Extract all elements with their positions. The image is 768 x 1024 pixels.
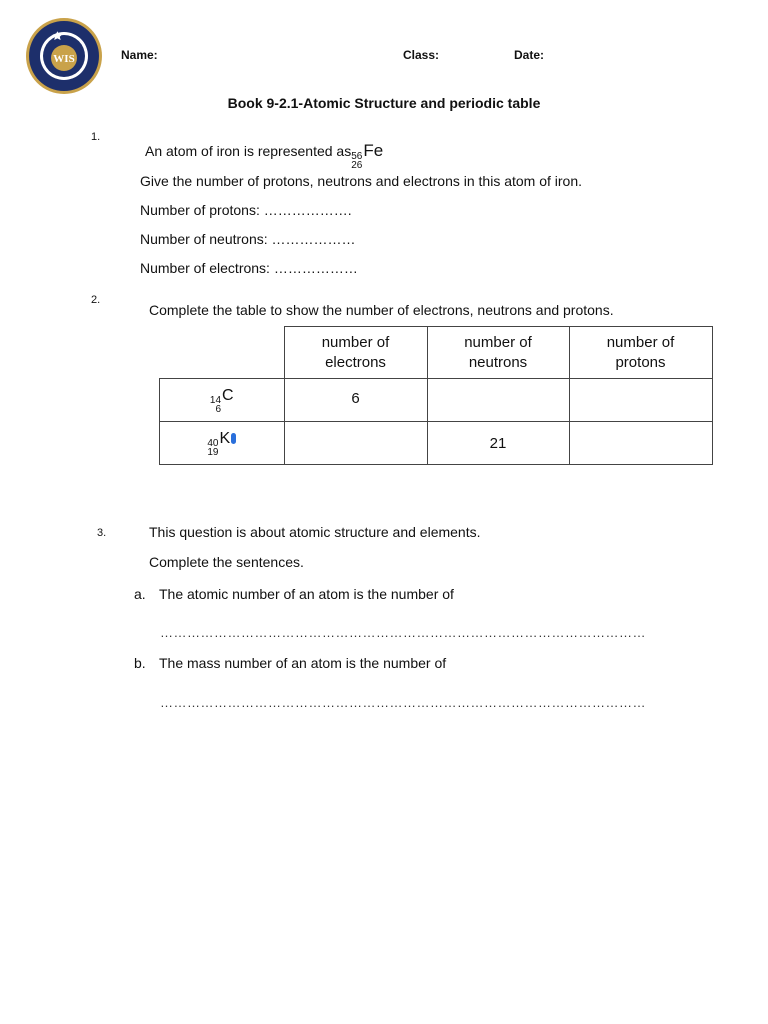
question-3-instruction: Complete the sentences.: [149, 554, 304, 570]
part-b-answer-line[interactable]: ………………………………………………………………………………………………: [160, 695, 646, 710]
potassium-protons-cell[interactable]: [569, 422, 712, 465]
carbon-protons-cell[interactable]: [569, 379, 712, 422]
school-logo: [24, 16, 104, 96]
part-a-text: The atomic number of an atom is the number of: [159, 586, 454, 602]
neutrons-header: number of neutrons: [427, 327, 569, 379]
electrons-header: number of electrons: [284, 327, 427, 379]
potassium-symbol-cell: [160, 422, 285, 465]
potassium-electrons-cell[interactable]: [284, 422, 427, 465]
iron-isotope: [351, 141, 383, 170]
page-title: Book 9-2.1-Atomic Structure and periodic table: [227, 95, 541, 111]
question-2-number: 2.: [91, 294, 101, 306]
question-3-number: 3.: [97, 527, 107, 539]
question-1-prompt: Give the number of protons, neutrons and electrons in this atom of iron.: [140, 173, 583, 189]
protons-answer-line[interactable]: Number of protons: ……………….: [140, 202, 352, 218]
question-2-prompt: Complete the table to show the number of electrons, neutrons and protons.: [149, 302, 614, 318]
part-a-label: a.: [134, 586, 146, 602]
carbon-atomic-number: 6: [215, 403, 222, 415]
question-1-number: 1.: [91, 131, 101, 143]
carbon-mass-number: 14: [209, 394, 222, 406]
iron-symbol: Fe: [363, 141, 384, 160]
part-a-answer-line[interactable]: ………………………………………………………………………………………………: [160, 625, 646, 640]
table-corner-cell: [160, 327, 285, 379]
question-1-intro-text: An atom of iron is represented as: [145, 143, 352, 159]
carbon-symbol: C: [222, 386, 234, 404]
carbon-electrons-cell[interactable]: 6: [284, 379, 427, 422]
class-label: Class:: [403, 48, 440, 62]
question-1-intro: [145, 141, 383, 170]
neutrons-answer-line[interactable]: Number of neutrons: ………………: [140, 231, 356, 247]
name-label: Name:: [121, 48, 158, 62]
carbon-neutrons-cell[interactable]: [427, 379, 569, 422]
potassium-neutrons-cell[interactable]: 21: [427, 422, 569, 465]
text-cursor-icon: [231, 433, 236, 444]
question-3-intro: This question is about atomic structure and elements.: [149, 524, 481, 540]
potassium-atomic-number: 19: [207, 446, 219, 458]
potassium-symbol: K: [219, 429, 231, 447]
electrons-answer-line[interactable]: Number of electrons: ………………: [140, 260, 358, 276]
logo-monogram: WIS: [53, 53, 75, 65]
iron-atomic-number: 26: [351, 160, 363, 171]
protons-header: number of protons: [569, 327, 712, 379]
date-label: Date:: [514, 48, 545, 62]
iron-mass-number: 56: [351, 151, 363, 162]
atom-table: [159, 326, 713, 465]
potassium-mass-number: 40: [207, 437, 219, 449]
carbon-symbol-cell: [160, 379, 285, 422]
part-b-text: The mass number of an atom is the number of: [159, 655, 447, 671]
part-b-label: b.: [134, 655, 146, 671]
